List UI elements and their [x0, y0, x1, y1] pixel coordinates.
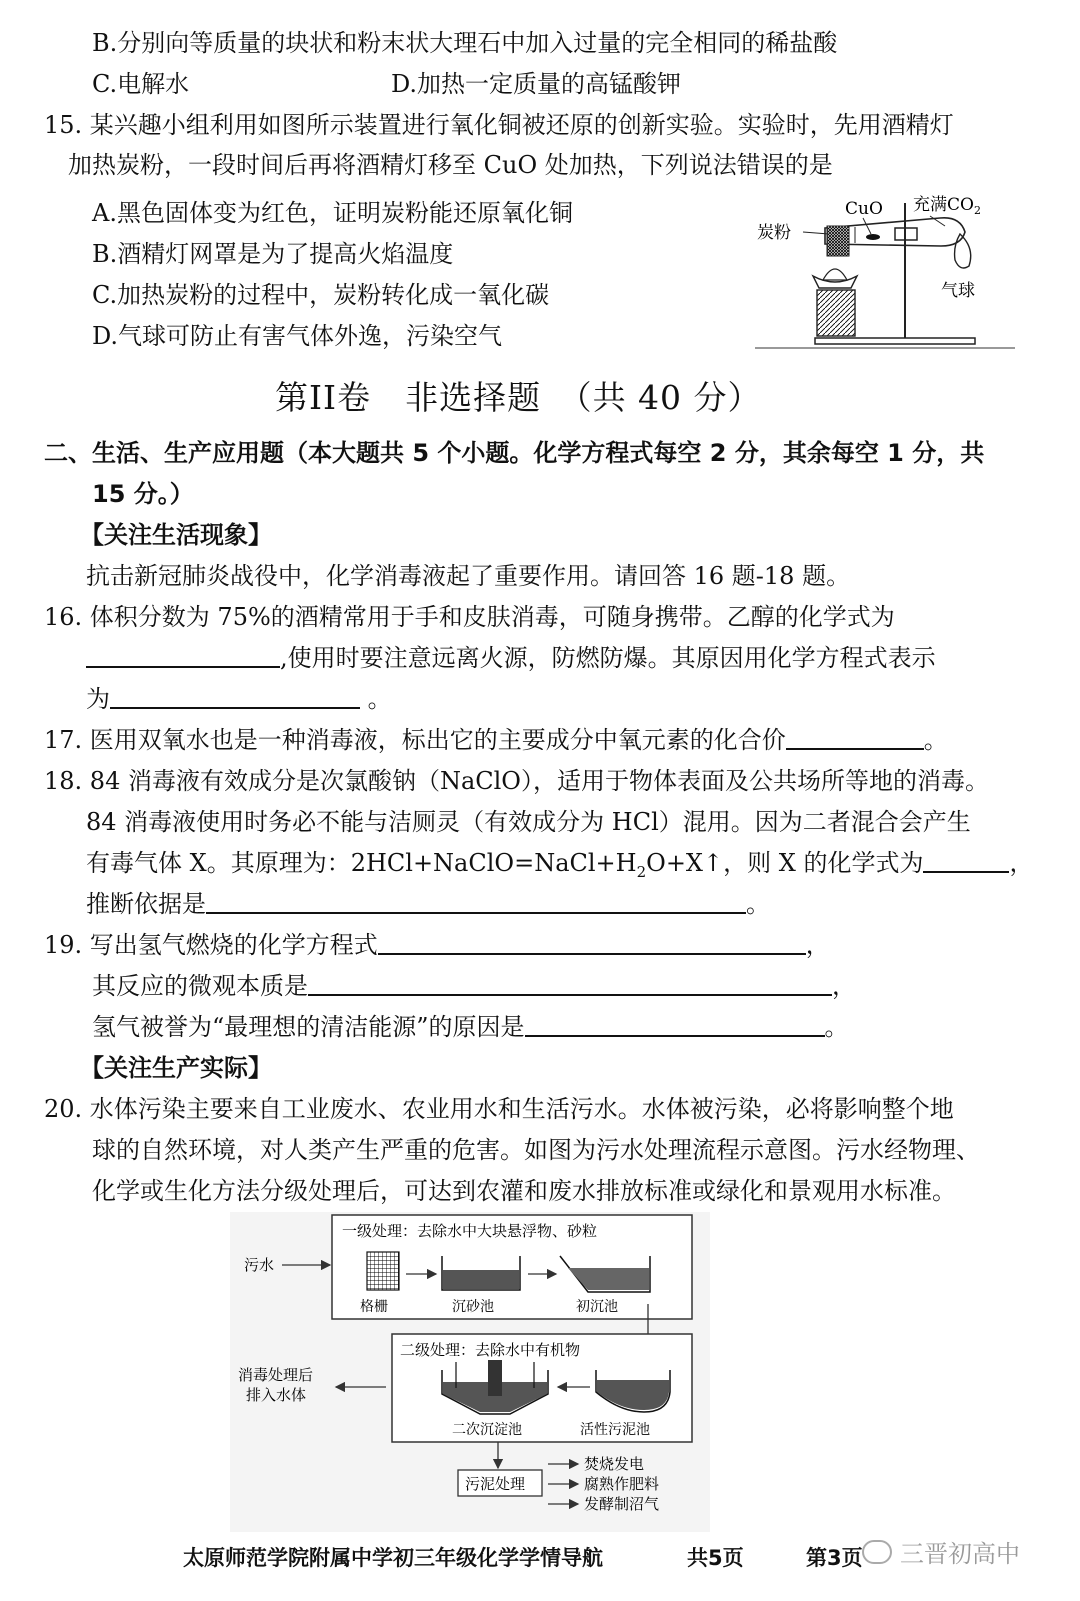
primary-tank-label: 初沉池 — [576, 1299, 618, 1315]
q18-line2: 84 消毒液使用时务必不能与洁厕灵（有效成分为 HCl）混用。因为二者混合会产生 — [86, 808, 971, 836]
footer-page-number: 第3页 — [806, 1546, 863, 1570]
q15-option-d: D.气球可防止有害气体外逸，污染空气 — [92, 322, 503, 350]
q14-option-d: D.加热一定质量的高锰酸钾 — [391, 70, 682, 98]
secondary-tank-label: 二次沉淀池 — [452, 1422, 522, 1438]
q19-essence-blank[interactable] — [308, 970, 832, 996]
sludge-use-3: 发酵制沼气 — [584, 1495, 660, 1513]
q18-line4: 推断依据是 。 — [86, 890, 770, 918]
grit-chamber-label: 沉砂池 — [452, 1299, 494, 1315]
focus-production-heading: 【关注生产实际】 — [80, 1054, 272, 1082]
q18-line3: 有毒气体 X。其原理为：$2HCl+NaClO=NaCl+H_2O+X↑$，则 X 的化学式为 ， — [86, 849, 1034, 881]
q19-line3: 氢气被誉为“最理想的清洁能源”的原因是 。 — [92, 1013, 849, 1041]
q20-line3: 化学或生化方法分级处理后，可达到农灌和废水排放标准或绿化和景观用水标准。 — [92, 1177, 956, 1205]
stand-base — [815, 338, 975, 344]
stage1-label: 一级处理：去除水中大块悬浮物、砂粒 — [342, 1222, 598, 1240]
q15-stem-line2: 加热炭粉，一段时间后再将酒精灯移至 CuO 处加热，下列说法错误的是 — [68, 151, 833, 179]
sludge-use-2: 腐熟作肥料 — [584, 1475, 660, 1493]
life-intro: 抗击新冠肺炎战役中，化学消毒液起了重要作用。请回答 16 题-18 题。 — [86, 562, 851, 590]
q15-option-a: A.黑色固体变为红色，证明炭粉能还原氧化铜 — [92, 199, 573, 227]
sewage-label: 污水 — [244, 1256, 275, 1274]
discharge-label-1: 消毒处理后 — [238, 1366, 314, 1384]
section2-heading-line2: 15 分。） — [92, 480, 194, 508]
q20-line1: 20. 水体污染主要来自工业废水、农业用水和生活污水。水体被污染，必将影响整个地 — [44, 1095, 954, 1123]
cuo-label: CuO — [845, 199, 883, 219]
q17-valence-blank[interactable] — [786, 724, 924, 750]
q18-line1: 18. 84 消毒液有效成分是次氯酸钠（NaClO），适用于物体表面及公共场所等地的消毒。 — [44, 767, 989, 795]
stage2-label: 二级处理：去除水中有机物 — [400, 1341, 581, 1359]
alcohol-lamp-flame — [823, 269, 847, 280]
carbon-mesh — [827, 226, 849, 256]
sludge-label: 污泥处理 — [465, 1475, 526, 1493]
q18-x-formula-blank[interactable] — [923, 847, 1009, 873]
alcohol-lamp — [817, 290, 855, 336]
q15-stem-line1: 15. 某兴趣小组利用如图所示装置进行氧化铜被还原的创新实验。实验时，先用酒精灯 — [44, 111, 954, 139]
section2-heading-line1: 二、生活、生产应用题（本大题共 5 个小题。化学方程式每空 2 分，其余每空 1 分，共 — [44, 439, 985, 467]
q15-option-b: B.酒精灯网罩是为了提高火焰温度 — [92, 240, 454, 268]
grid-label: 格栅 — [360, 1299, 388, 1315]
co2-label: 充满$CO_2$ — [913, 195, 981, 217]
balloon — [955, 234, 971, 268]
wechat-icon — [862, 1540, 892, 1564]
footer-total-pages: 共5页 — [687, 1546, 744, 1570]
q16-line2: ,使用时要注意远离火源，防燃防爆。其原因用化学方程式表示 — [86, 641, 936, 675]
q16-formula-blank[interactable] — [86, 642, 280, 668]
focus-life-heading: 【关注生活现象】 — [80, 521, 272, 549]
carbon-label: 炭粉 — [757, 223, 791, 243]
q15-option-c: C.加热炭粉的过程中，炭粉转化成一氧化碳 — [92, 281, 550, 309]
q16-equation-blank[interactable] — [110, 683, 360, 709]
q18-basis-blank[interactable] — [206, 888, 746, 914]
q20-line2: 球的自然环境，对人类产生严重的危害。如图为污水处理流程示意图。污水经物理、 — [92, 1136, 980, 1164]
footer-school: 太原师范学院附属中学初三年级化学学情导航 — [183, 1546, 603, 1570]
discharge-label-2: 排入水体 — [246, 1386, 307, 1404]
grid-screen-icon — [367, 1252, 399, 1290]
watermark: 三晋初高中 — [862, 1534, 1020, 1569]
sewage-flow-diagram — [230, 1212, 710, 1532]
q16-line1: 16. 体积分数为 75%的酒精常用于手和皮肤消毒，可随身携带。乙醇的化学式为 — [44, 603, 895, 631]
q19-line2: 其反应的微观本质是 ， — [92, 972, 856, 1000]
balloon-label: 气球 — [941, 281, 975, 301]
q19-equation-blank[interactable] — [378, 929, 806, 955]
q14-option-b: B.分别向等质量的块状和粉末状大理石中加入过量的完全相同的稀盐酸 — [92, 29, 838, 57]
part2-title: 第II卷 非选择题 （共 40 分） — [275, 378, 762, 417]
q19-line1: 19. 写出氢气燃烧的化学方程式 ， — [44, 931, 830, 959]
sludge-use-1: 焚烧发电 — [584, 1455, 645, 1473]
cuo-sample — [866, 234, 880, 240]
activated-sludge-label: 活性污泥池 — [580, 1422, 650, 1438]
q17-line: 17. 医用双氧水也是一种消毒液，标出它的主要成分中氧元素的化合价 。 — [44, 726, 948, 754]
apparatus-figure — [755, 188, 1020, 353]
q16-line3: 为 。 — [86, 685, 392, 713]
q14-option-c: C.电解水 — [92, 70, 190, 98]
q19-reason-blank[interactable] — [525, 1011, 825, 1037]
